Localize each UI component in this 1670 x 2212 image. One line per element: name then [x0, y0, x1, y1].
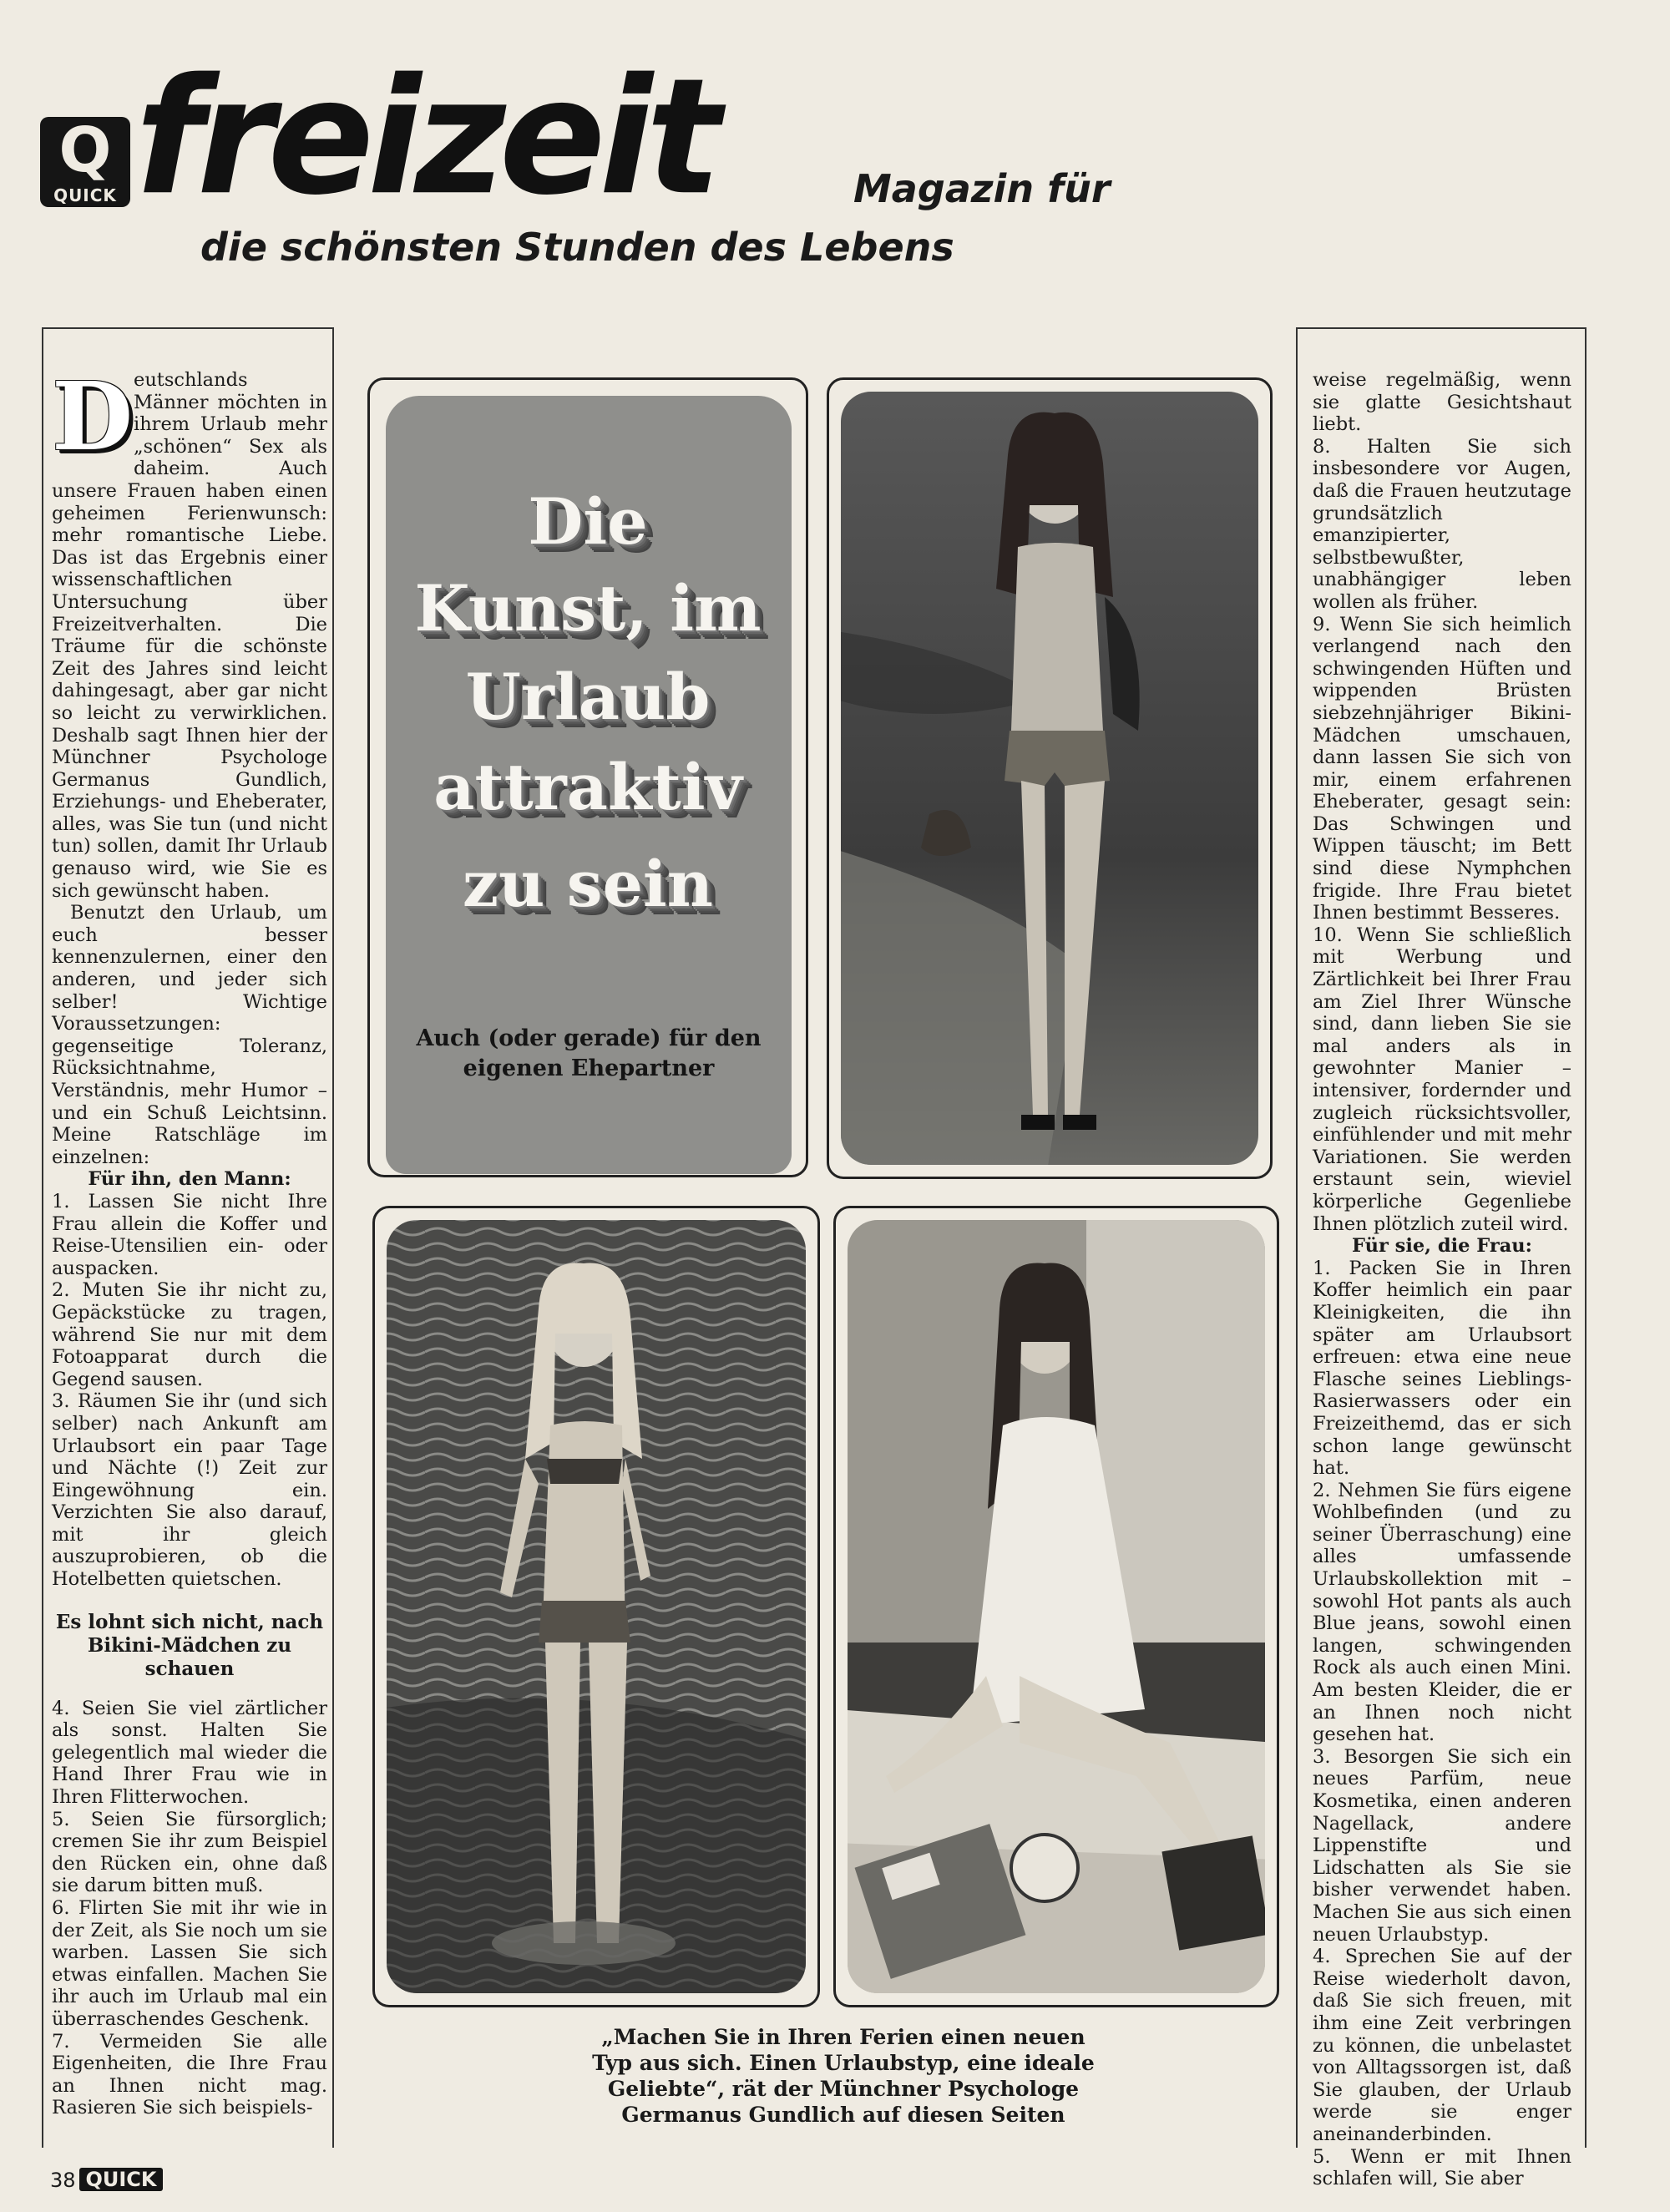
section-heading-him: Für ihn, den Mann:: [88, 1168, 291, 1191]
photo-frame-woman-seated: [833, 1206, 1279, 2007]
article-paragraph: Benutzt den Urlaub, um euch besser kennenzulernen, einer den anderen, und jeder sich selber! Wichtige Voraussetzungen: gegenseitige Toleranz, Rücksichtnahme, Verständnis, mehr Humor – und ein Schuß Leichtsinn. Meine Ratschläge im einzelnen:: [52, 902, 327, 1168]
section-subtitle-line2: die schönsten Stunden des Lebens: [200, 225, 954, 270]
advice-item: 5. Seien Sie fürsorglich; cremen Sie ihr zum Beispiel den Rücken ein, ohne daß sie darum bitten muß.: [52, 1808, 327, 1897]
advice-item: 2. Muten Sie ihr nicht zu, Gepäckstücke zu tragen, während Sie nur mit dem Fotoapparat durch die Gegend sausen.: [52, 1279, 327, 1390]
advice-item: 2. Nehmen Sie fürs eigene Wohlbefinden (und zu seiner Überraschung) eine alles umfassende Urlaubskollektion mit – sowohl Hot pants als auch Blue jeans, sowohl einen langen, schwingenden Rock als auch einen Mini. Am besten Kleider, die er an Ihnen noch nicht gesehen hat.: [1313, 1479, 1571, 1746]
advice-item: 3. Besorgen Sie sich ein neues Parfüm, neue Kosmetika, einen anderen Nagellack, andere Lippenstifte und Lidschatten als Sie sie bisher verwendet haben. Machen Sie aus sich einen neuen Urlaubstyp.: [1313, 1745, 1571, 1946]
headline-teaser: Auch (oder gerade) für den eigenen Ehepartner: [416, 1025, 762, 1081]
page-number: 38: [50, 2169, 76, 2192]
advice-item: 4. Sprechen Sie auf der Reise wiederholt davon, daß Sie sich freuen, mit ihm eine Zeit verbringen zu können, die unbelastet von Alltagssorgen ist, daß Sie glauben, der Urlaub werde sie enger aneinanderbinden.: [1313, 1946, 1571, 2145]
right-column-left-rule: [1296, 327, 1298, 2148]
photo-woman-walking: [829, 380, 1270, 1177]
drop-cap-letter: D: [52, 362, 134, 472]
advice-item: 1. Lassen Sie nicht Ihre Frau allein die Koffer und Reise-Utensilien ein- oder auspacken.: [52, 1190, 327, 1279]
article-subhead: Es lohnt sich nicht, nach Bikini-Mädchen zu schauen: [55, 1610, 324, 1680]
right-column-top-rule: [1296, 327, 1586, 329]
left-column-right-rule: [332, 327, 334, 2148]
article-intro: eutschlands Männer möchten in ihrem Urlaub mehr „schönen“ Sex als daheim. Auch unsere Frauen haben einen geheimen Ferienwunsch: mehr romantische Liebe. Das ist das Ergebnis einer wissenschaftlichen Untersuchung über Freizeitverhalten. Die Träume für die schönste Zeit des Jahres sind leicht dahingesagt, aber gar nicht so leicht zu verwirklichen. Deshalb sagt Ihnen hier der Münchner Psychologe Germanus Gundlich, Erziehungs- und Eheberater, alles, was Sie tun (und nicht tun) sollen, damit Ihr Urlaub genauso wird, wie Sie es sich gewünscht haben.: [52, 369, 327, 902]
photo-woman-bikini: [375, 1208, 817, 2005]
section-heading-her: Für sie, die Frau:: [1352, 1235, 1532, 1258]
right-column-right-rule: [1585, 327, 1586, 2148]
magazine-section-title: freizeit: [135, 43, 715, 231]
left-article-column: [52, 362, 327, 2119]
advice-item: 8. Halten Sie sich insbesondere vor Augen, daß die Frauen heutzutage grundsätzlich emanzipierter, selbstbewußter, unabhängiger leben wollen als früher.: [1313, 435, 1571, 613]
advice-item: 9. Wenn Sie sich heimlich verlangend nach den schwingenden Hüften und wippenden Brüsten siebzehnjähriger Bikini-Mädchen umschauen, dann lassen Sie sich von mir, einem erfahrenen Eheberater, gesagt sein: Das Schwingen und Wippen täuscht; im Bett sind diese Nymphchen frigide. Ihre Frau bietet Ihnen bestimmt Besseres.: [1313, 613, 1571, 924]
headline-line: attraktiv: [433, 750, 742, 824]
headline-line: Die: [528, 484, 648, 559]
footer-quick-logo: QUICK: [79, 2168, 163, 2191]
left-column-left-rule: [42, 327, 43, 2148]
advice-item: 3. Räumen Sie ihr (und sich selber) nach Ankunft am Urlaubsort ein paar Tage und Nächte (!) Zeit zur Eingewöhnung ein. Verzichten Sie also darauf, mit ihr gleich auszuprobieren, ob die Hotelbetten quietschen.: [52, 1390, 327, 1591]
advice-item: 10. Wenn Sie schließlich mit Werbung und Zärtlichkeit bei Ihrer Frau am Ziel Ihrer Wünsche sind, dann lieben Sie sie mal anders als in gewohnter Manier – intensiver, fordernder und zugleich rücksichtsvoller, einfühlender und mit mehr Variationen. Sie werden erstaunt sein, wieviel körperliche Gegenliebe Ihnen plötzlich zuteil wird.: [1313, 924, 1571, 1235]
advice-item: 4. Seien Sie viel zärtlicher als sonst. Halten Sie gelegentlich mal wieder die Hand Ihrer Frau wie in Ihren Flitterwochen.: [52, 1697, 327, 1809]
photo-frame-woman-bikini: [372, 1206, 820, 2007]
headline-line: Kunst, im: [414, 571, 762, 645]
section-subtitle-line1: Magazin für: [853, 166, 1111, 211]
photo-frame-woman-walking: [827, 377, 1273, 1179]
headline-line: Urlaub: [465, 660, 711, 734]
headline-line: zu sein: [462, 847, 714, 921]
right-article-column: [1313, 369, 1571, 2190]
quick-logo-text: QUICK: [53, 185, 117, 205]
advice-item: 7. Vermeiden Sie alle Eigenheiten, die Ihre Frau an Ihnen nicht mag. Rasieren Sie sich beispiels-: [52, 2030, 327, 2119]
article-continuation: weise regelmäßig, wenn sie glatte Gesichtshaut liebt.: [1313, 369, 1571, 436]
advice-item: 1. Packen Sie in Ihren Koffer heimlich ein paar Kleinigkeiten, die ihn später am Urlaubsort erfreuen: etwa eine neue Flasche seines Lieblings-Rasierwassers oder ein Freizeithemd, das er sich schon lange gewünscht hat.: [1313, 1257, 1571, 1480]
left-column-top-rule: [42, 327, 334, 329]
photo-caption: „Machen Sie in Ihren Ferien einen neuen Typ aus sich. Einen Urlaubstyp, eine ideale Geliebte“, rät der Münchner Psychologe Germanus Gundlich auf diesen Seiten: [592, 2025, 1095, 2127]
advice-item: 6. Flirten Sie mit ihr wie in der Zeit, als Sie noch um sie warben. Lassen Sie sich etwas einfallen. Machen Sie ihr auch im Urlaub mal ein überraschendes Geschenk.: [52, 1897, 327, 2030]
photo-woman-seated: [836, 1208, 1277, 2005]
advice-item: 5. Wenn er mit Ihnen schlafen will, Sie aber: [1313, 2145, 1571, 2190]
quick-logo-letter: Q: [58, 114, 112, 186]
